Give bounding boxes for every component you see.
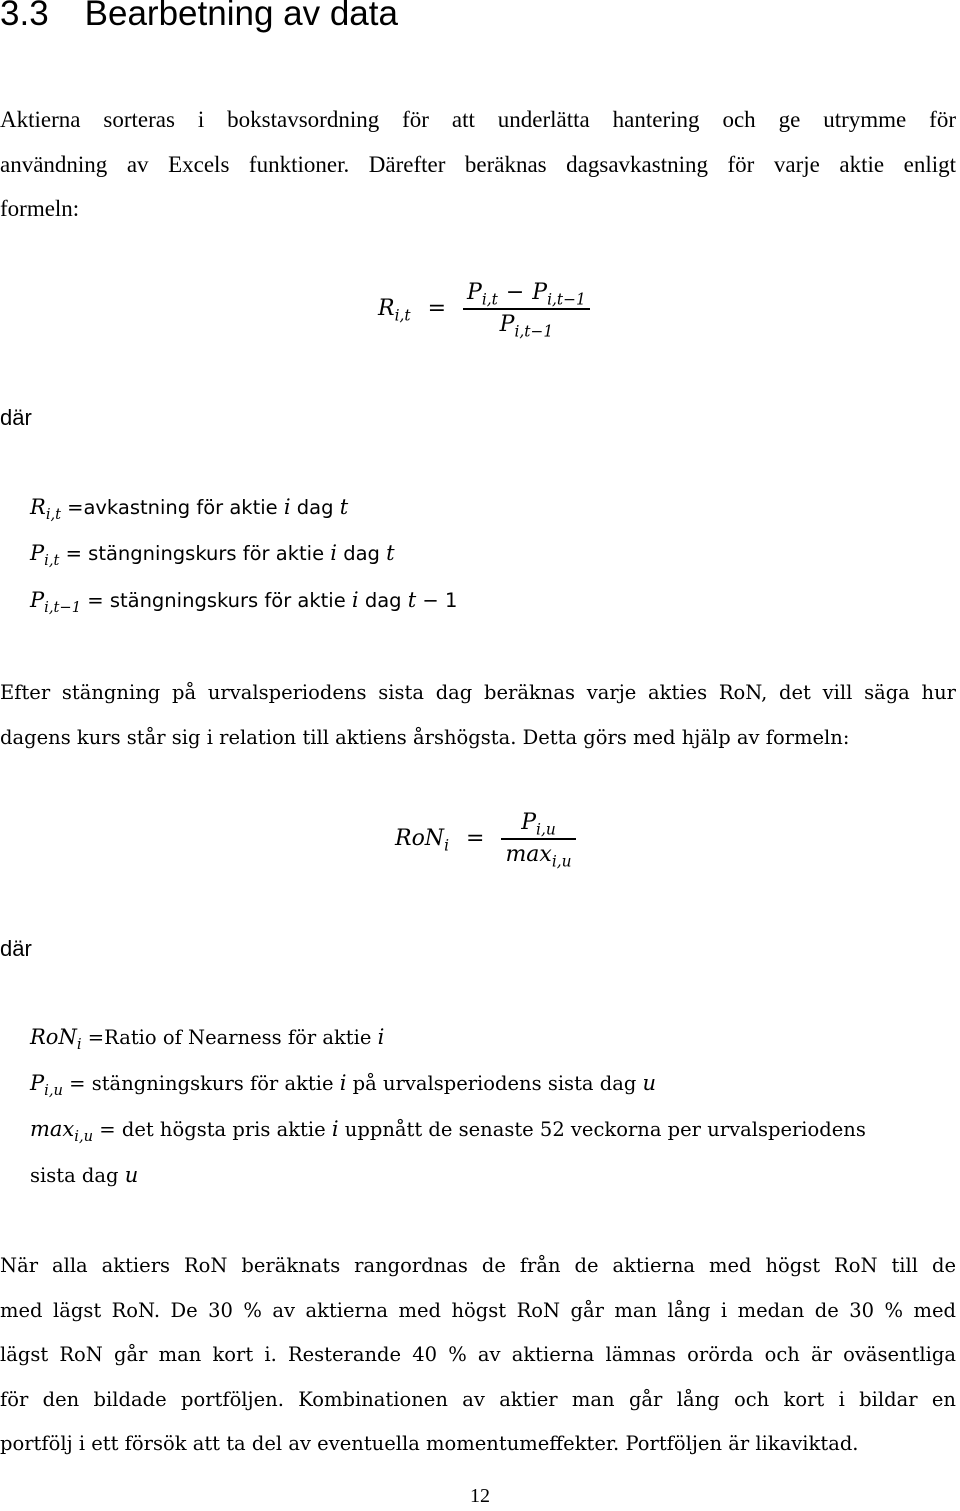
page-number: 12 <box>470 1485 490 1507</box>
definition-continuation: sista dag u <box>30 1163 139 1187</box>
fraction-numerator: $P_{i,u}$ <box>521 810 556 839</box>
formula-fraction <box>463 278 590 340</box>
equals-sign: = <box>427 295 447 321</box>
definition-row: $R_{i,t}$ =avkastning för aktie i dag t <box>30 495 349 524</box>
paragraph-line: dagens kurs står sig i relation till aktiens årshögsta. Detta görs med hjälp av formeln: <box>0 726 850 749</box>
formula-lhs: RoN$_i$ <box>395 825 449 855</box>
paragraph-line: formeln: <box>0 196 80 221</box>
definition-row: $\max_{i,u} = \det$ högsta pris aktie i uppnått de senaste 52 veckorna per urvalsperiodens <box>30 1117 866 1146</box>
definition-row: $P_{i,t}$ = stängningskurs för aktie i dag t <box>30 541 395 570</box>
where-label: där <box>0 405 32 430</box>
section-title: Bearbetning av data <box>84 0 398 33</box>
paragraph-line: för den bildade portföljen. Kombinationen av aktier man går lång och kort i bildar en <box>0 1387 956 1411</box>
paragraph-line: Efter stängning på urvalsperiodens sista dag beräknas varje akties RoN, det vill säga hur <box>0 681 956 704</box>
fraction-denominator: $P_{i,t-1}$ <box>499 311 554 340</box>
definition-row: RoN$_i$ =Ratio of Nearness för aktie i <box>30 1025 385 1054</box>
fraction-denominator: $\max_{i,u}$ <box>505 841 572 870</box>
paragraph-line: med lägst RoN. De 30 % av aktierna med högst RoN går man lång i medan de 30 % med <box>0 1298 956 1322</box>
definition-row: $P_{i,u}$ = stängningskurs för aktie i på urvalsperiodens sista dag u <box>30 1071 657 1100</box>
ron-formula <box>395 808 576 870</box>
where-label: där <box>0 936 32 961</box>
section-number: 3.3 <box>0 0 49 33</box>
paragraph-line: användning av Excels funktioner. Därefter beräknas dagsavkastning för varje aktie enligt <box>0 151 956 177</box>
formula-lhs: $R_{i,t}$ <box>378 295 411 325</box>
definition-row: $P_{i,t-1}$ = stängningskurs för aktie i dag t − 1 <box>30 588 458 617</box>
paragraph-intro <box>0 98 956 232</box>
paragraph-ron <box>0 670 956 760</box>
fraction-numerator: $P_{i,t} - P_{i,t-1}$ <box>467 280 586 309</box>
paragraph-line: portfölj i ett försök att ta del av eventuella momentumeffekter. Portföljen är likaviktad. <box>0 1432 859 1455</box>
section-heading <box>0 0 398 34</box>
paragraph-line: När alla aktiers RoN beräknats rangordnas de från de aktierna med högst RoN till de <box>0 1254 956 1277</box>
formula-fraction <box>501 808 575 870</box>
equals-sign: = <box>466 825 485 851</box>
paragraph-line: Aktierna sorteras i bokstavsordning för att underlätta hantering och ge utrymme för <box>0 107 956 132</box>
paragraph-ranking <box>0 1244 956 1467</box>
paragraph-line: lägst RoN går man kort i. Resterande 40 % av aktierna lämnas orörda och är oväsentliga <box>0 1343 956 1366</box>
return-formula <box>378 278 590 340</box>
